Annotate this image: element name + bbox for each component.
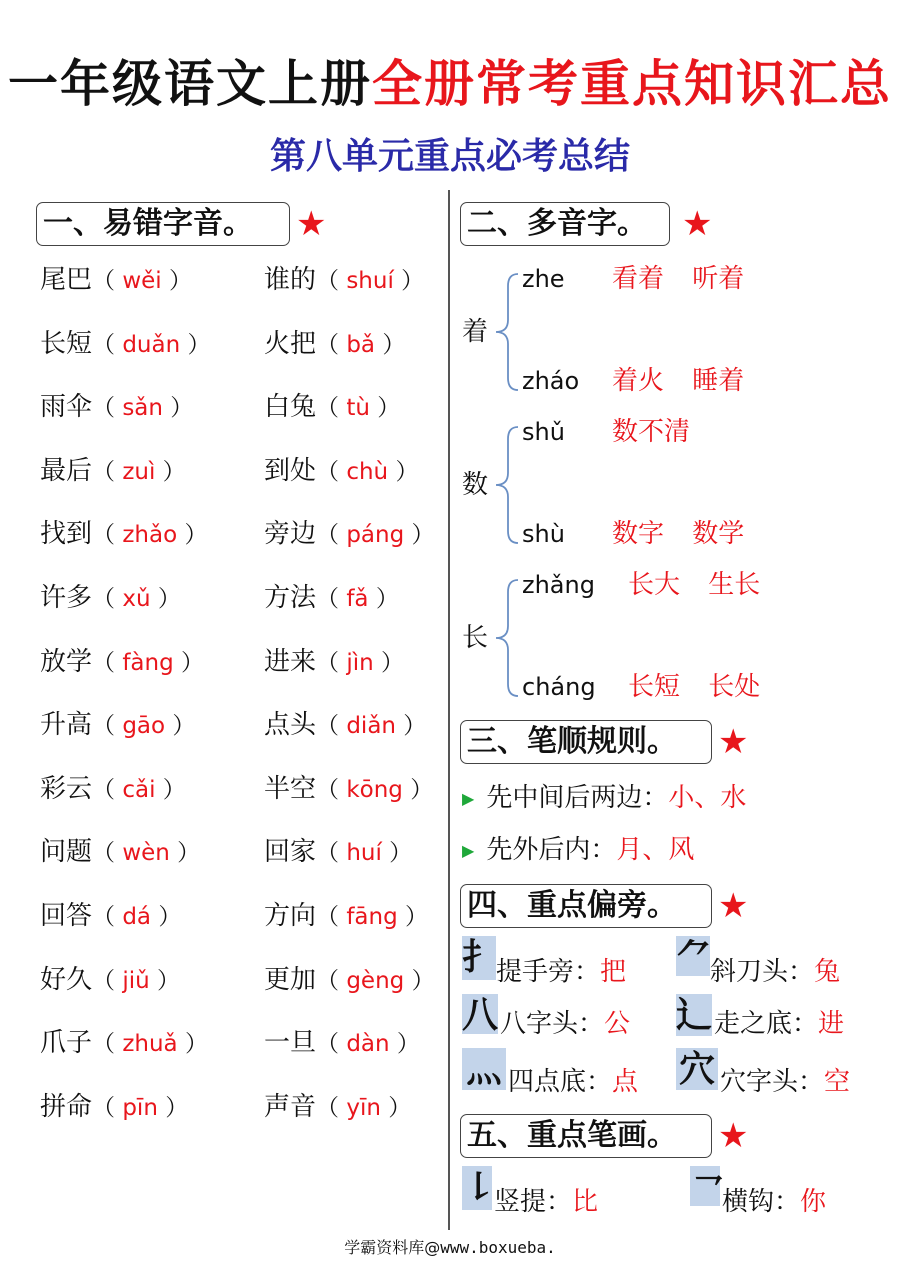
pinyin-text: huí	[346, 840, 382, 866]
pinyin-text: diǎn	[346, 713, 396, 739]
radical-item	[720, 1064, 850, 1100]
radical-glyph: 扌	[462, 937, 499, 978]
open-paren: （	[92, 395, 123, 421]
pinyin-text: cǎi	[122, 777, 156, 803]
open-paren: （	[92, 650, 123, 676]
page-subtitle: 第八单元重点必考总结	[269, 136, 630, 177]
word-text: 放学	[40, 647, 93, 677]
polyphonic-char: 长	[462, 623, 489, 653]
open-paren: （	[92, 332, 123, 358]
radical-name: 走之底：	[714, 1009, 819, 1039]
reading-words: 数不清	[612, 417, 691, 447]
word-text: 彩云	[40, 774, 93, 804]
reading-words: 看着 听着	[612, 264, 745, 294]
radical-name: 穴字头：	[720, 1067, 825, 1097]
stroke-name: 竖提：	[494, 1187, 573, 1217]
close-paren: ）	[150, 586, 181, 612]
word-text: 方法	[264, 583, 317, 613]
stroke-item	[494, 1184, 598, 1220]
close-paren: ）	[151, 904, 182, 930]
close-paren: ）	[389, 1031, 420, 1057]
word-text: 回答	[40, 901, 93, 931]
open-paren: （	[92, 904, 123, 930]
word-pinyin-item	[40, 834, 200, 871]
open-paren: （	[316, 332, 347, 358]
pinyin-text: tù	[346, 395, 370, 421]
pinyin-text: fǎ	[346, 586, 369, 612]
radical-example: 进	[818, 1009, 845, 1039]
pinyin-text: wèn	[122, 840, 170, 866]
stroke-item	[722, 1184, 826, 1220]
close-paren: ）	[373, 650, 404, 676]
stroke-glyph: ㇙	[462, 1167, 499, 1208]
reading-words: 长大 生长	[628, 570, 761, 600]
word-pinyin-item	[264, 1025, 420, 1062]
open-paren: （	[92, 522, 123, 548]
radical-item	[714, 1006, 844, 1042]
stroke-example: 比	[572, 1187, 599, 1217]
radical-name: 八字头：	[500, 1009, 605, 1039]
word-pinyin-item	[40, 644, 204, 681]
open-paren: （	[316, 268, 347, 294]
word-text: 半空	[264, 774, 317, 804]
title-part-red: 全册常考重点知识汇总	[372, 55, 892, 113]
word-text: 最后	[40, 456, 93, 486]
word-pinyin-item	[264, 453, 418, 490]
pinyin-text: xǔ	[122, 586, 151, 612]
word-text: 长短	[40, 329, 93, 359]
radical-item	[508, 1064, 638, 1100]
footer-watermark	[0, 1236, 900, 1260]
word-pinyin-item	[264, 834, 412, 871]
close-paren: ）	[404, 522, 435, 548]
open-paren: （	[92, 968, 123, 994]
section1-heading: 一、易错字音。	[36, 202, 290, 246]
open-paren: （	[316, 586, 347, 612]
radical-glyph: 灬	[462, 1048, 506, 1090]
close-paren: ）	[368, 586, 399, 612]
word-pinyin-item	[264, 516, 435, 553]
pinyin-text: jiǔ	[122, 968, 150, 994]
open-paren: （	[316, 650, 347, 676]
word-text: 旁边	[264, 519, 317, 549]
radical-item	[496, 954, 626, 990]
polyphonic-char: 数	[462, 470, 489, 500]
close-paren: ）	[169, 840, 201, 866]
section1-star-icon: ★	[296, 204, 327, 244]
close-paren: ）	[393, 268, 425, 294]
close-paren: ）	[397, 904, 429, 930]
open-paren: （	[316, 395, 347, 421]
pinyin-text: yīn	[346, 1095, 381, 1121]
close-paren: ）	[402, 777, 434, 803]
section3-star-icon: ★	[718, 722, 749, 762]
pinyin-text: pīn	[122, 1095, 158, 1121]
section2-star-icon: ★	[682, 204, 713, 244]
pinyin-text: dàn	[346, 1031, 390, 1057]
pinyin-text: shuí	[346, 268, 394, 294]
word-pinyin-item	[40, 771, 186, 808]
word-pinyin-item	[40, 1025, 208, 1062]
word-text: 火把	[264, 329, 317, 359]
word-text: 好久	[40, 965, 93, 995]
open-paren: （	[92, 586, 123, 612]
curly-brace-icon	[492, 578, 522, 698]
word-text: 许多	[40, 583, 93, 613]
triangle-bullet-icon: ▶	[462, 841, 475, 860]
reading-words: 数字 数学	[612, 519, 745, 549]
open-paren: （	[92, 713, 123, 739]
close-paren: ）	[165, 713, 196, 739]
word-pinyin-item	[264, 262, 424, 299]
column-divider	[448, 190, 450, 1230]
stroke-example: 你	[800, 1187, 827, 1217]
radical-glyph: 辶	[676, 995, 713, 1036]
word-pinyin-item	[40, 580, 181, 617]
close-paren: ）	[162, 395, 194, 421]
open-paren: （	[316, 1095, 347, 1121]
word-text: 问题	[40, 837, 93, 867]
close-paren: ）	[173, 650, 205, 676]
radical-name: 提手旁：	[496, 957, 601, 987]
word-pinyin-item	[264, 644, 404, 681]
word-text: 一旦	[264, 1028, 317, 1058]
word-text: 雨伞	[40, 392, 93, 422]
section2-heading: 二、多音字。	[460, 202, 670, 246]
section5-star-icon: ★	[718, 1116, 749, 1156]
open-paren: （	[316, 1031, 347, 1057]
word-pinyin-item	[40, 389, 193, 426]
pinyin-text: zhuǎ	[122, 1031, 178, 1057]
reading-pinyin: cháng	[522, 673, 596, 701]
section4-heading: 四、重点偏旁。	[460, 884, 712, 928]
radical-name: 四点底：	[508, 1067, 613, 1097]
pinyin-text: fàng	[122, 650, 174, 676]
radical-glyph: ⺈	[676, 937, 713, 978]
word-text: 点头	[264, 710, 317, 740]
word-text: 到处	[264, 456, 317, 486]
footer-url: www.boxueba.	[440, 1238, 556, 1257]
pinyin-text: duǎn	[122, 332, 181, 358]
word-pinyin-item	[40, 1089, 188, 1126]
word-pinyin-item	[264, 326, 405, 363]
word-pinyin-item	[264, 962, 435, 999]
word-pinyin-item	[264, 707, 426, 744]
radical-example: 把	[600, 957, 627, 987]
close-paren: ）	[177, 522, 208, 548]
word-text: 进来	[264, 647, 317, 677]
word-text: 爪子	[40, 1028, 93, 1058]
stroke-name: 横钩：	[722, 1187, 801, 1217]
pinyin-text: gèng	[346, 968, 405, 994]
close-paren: ）	[155, 777, 186, 803]
open-paren: （	[92, 777, 123, 803]
page-title	[0, 52, 900, 116]
radical-example: 空	[824, 1067, 851, 1097]
close-paren: ）	[161, 268, 192, 294]
word-text: 谁的	[264, 265, 317, 295]
radical-example: 点	[612, 1067, 639, 1097]
close-paren: ）	[388, 459, 419, 485]
close-paren: ）	[369, 395, 401, 421]
word-pinyin-item	[40, 898, 181, 935]
section3-heading: 三、笔顺规则。	[460, 720, 712, 764]
reading-words: 着火 睡着	[612, 366, 745, 396]
open-paren: （	[316, 968, 347, 994]
rule-text: 先外后内：	[486, 835, 617, 865]
open-paren: （	[92, 840, 123, 866]
reading-pinyin: zhe	[522, 265, 565, 293]
stroke-order-rule	[462, 832, 694, 869]
pinyin-text: páng	[346, 522, 405, 548]
radical-item	[710, 954, 840, 990]
word-pinyin-item	[40, 516, 207, 553]
word-text: 更加	[264, 965, 317, 995]
open-paren: （	[92, 1031, 123, 1057]
word-pinyin-item	[264, 389, 400, 426]
pinyin-text: zuì	[122, 459, 156, 485]
title-part-black: 一年级语文上册	[8, 55, 372, 113]
polyphonic-char: 着	[462, 317, 489, 347]
radical-example: 兔	[814, 957, 841, 987]
pinyin-text: kōng	[346, 777, 403, 803]
rule-text: 先中间后两边：	[486, 783, 669, 813]
radical-example: 公	[604, 1009, 631, 1039]
pinyin-text: gāo	[122, 713, 166, 739]
close-paren: ）	[380, 1095, 412, 1121]
pinyin-text: zhǎo	[122, 522, 178, 548]
word-pinyin-item	[40, 326, 211, 363]
open-paren: （	[316, 840, 347, 866]
word-pinyin-item	[264, 1089, 411, 1126]
open-paren: （	[316, 777, 347, 803]
radical-glyph: 八	[462, 995, 499, 1036]
reading-words: 长短 长处	[628, 672, 761, 702]
footer-text: 学霸资料库@	[344, 1238, 441, 1257]
word-text: 升高	[40, 710, 93, 740]
open-paren: （	[92, 1095, 123, 1121]
section5-heading: 五、重点笔画。	[460, 1114, 712, 1158]
pinyin-text: sǎn	[122, 395, 163, 421]
close-paren: ）	[155, 459, 186, 485]
open-paren: （	[316, 522, 347, 548]
pinyin-text: dá	[122, 904, 152, 930]
word-pinyin-item	[40, 262, 192, 299]
word-text: 声音	[264, 1092, 317, 1122]
stroke-glyph: ㇖	[690, 1167, 727, 1208]
close-paren: ）	[177, 1031, 208, 1057]
radical-name: 斜刀头：	[710, 957, 815, 987]
word-pinyin-item	[40, 707, 195, 744]
word-pinyin-item	[264, 898, 428, 935]
word-text: 白兔	[264, 392, 317, 422]
word-text: 尾巴	[40, 265, 93, 295]
word-pinyin-item	[264, 580, 399, 617]
close-paren: ）	[381, 840, 413, 866]
pinyin-text: fāng	[346, 904, 398, 930]
open-paren: （	[92, 459, 123, 485]
close-paren: ）	[157, 1095, 189, 1121]
radical-item	[500, 1006, 630, 1042]
open-paren: （	[316, 459, 347, 485]
open-paren: （	[92, 268, 123, 294]
close-paren: ）	[149, 968, 180, 994]
close-paren: ）	[404, 968, 435, 994]
open-paren: （	[316, 904, 347, 930]
word-pinyin-item	[264, 771, 433, 808]
close-paren: ）	[396, 713, 427, 739]
stroke-order-rule	[462, 780, 746, 817]
reading-pinyin: zháo	[522, 367, 580, 395]
reading-pinyin: zhǎng	[522, 571, 595, 599]
pinyin-text: jìn	[346, 650, 374, 676]
word-pinyin-item	[40, 962, 180, 999]
rule-examples: 月、风	[616, 835, 695, 865]
open-paren: （	[316, 713, 347, 739]
radical-glyph: 穴	[676, 1048, 718, 1090]
triangle-bullet-icon: ▶	[462, 789, 475, 808]
pinyin-text: wěi	[122, 268, 162, 294]
word-pinyin-item	[40, 453, 186, 490]
close-paren: ）	[375, 332, 406, 358]
rule-examples: 小、水	[668, 783, 747, 813]
pinyin-text: bǎ	[346, 332, 376, 358]
close-paren: ）	[180, 332, 211, 358]
word-text: 拼命	[40, 1092, 93, 1122]
pinyin-text: chù	[346, 459, 389, 485]
reading-pinyin: shù	[522, 520, 565, 548]
word-text: 找到	[40, 519, 93, 549]
word-text: 回家	[264, 837, 317, 867]
curly-brace-icon	[492, 272, 522, 392]
curly-brace-icon	[492, 425, 522, 545]
reading-pinyin: shǔ	[522, 418, 565, 446]
word-text: 方向	[264, 901, 317, 931]
section4-star-icon: ★	[718, 886, 749, 926]
